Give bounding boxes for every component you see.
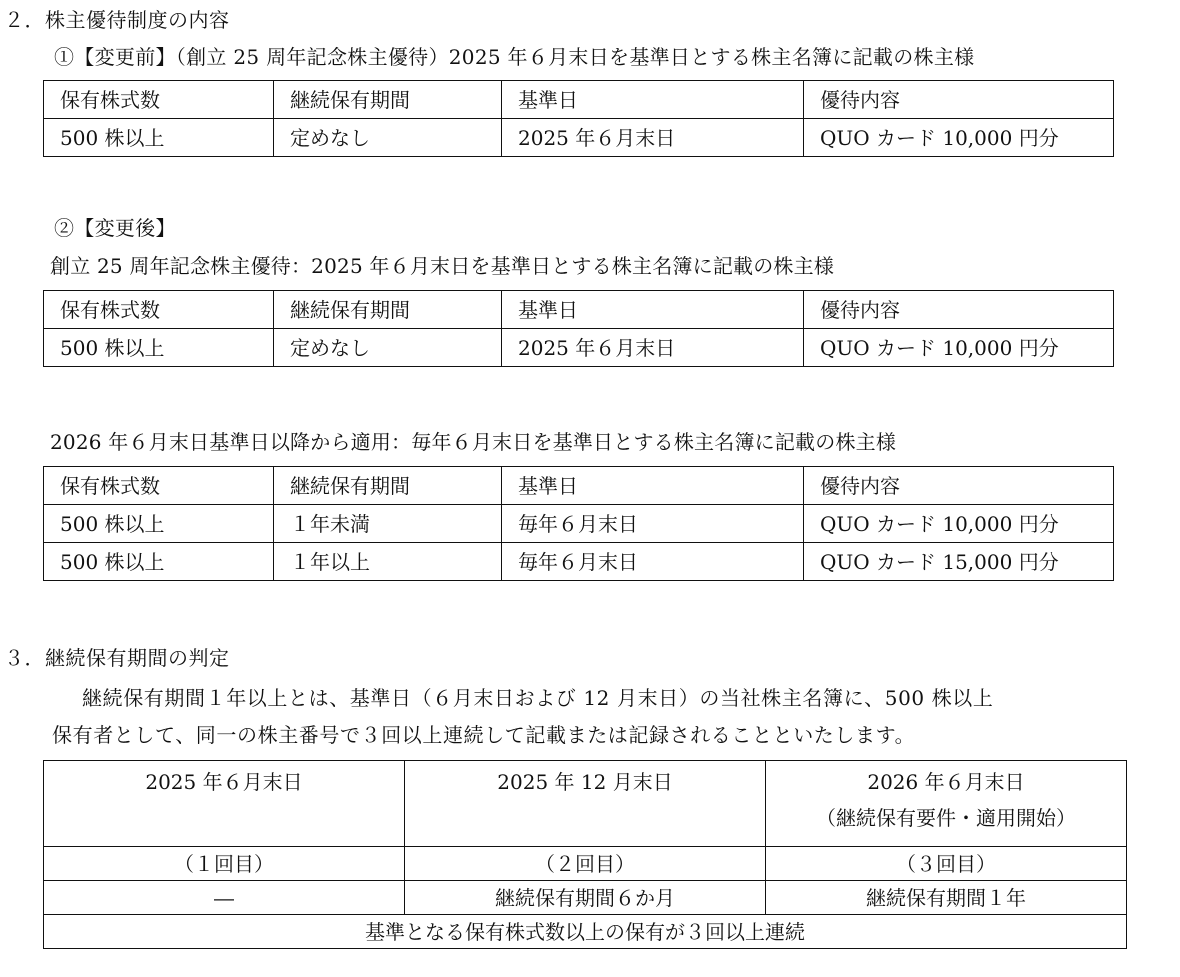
after-change-heading: ②【変更後】	[54, 216, 176, 240]
table-cell: 毎年６月末日	[502, 543, 804, 581]
table-row	[44, 119, 1114, 157]
table-cell: 毎年６月末日	[502, 505, 804, 543]
table-cell: 500 株以上	[44, 329, 274, 367]
anniversary-caption: 創立 25 周年記念株主優待：2025 年６月末日を基準日とする株主名簿に記載の株主様	[50, 254, 835, 278]
timeline-count-cell: （２回目）	[405, 847, 766, 881]
table-cell: 500 株以上	[44, 505, 274, 543]
table-cell: 2025 年６月末日	[502, 119, 804, 157]
judgement-paragraph-line-1: 継続保有期間１年以上とは、基準日（６月末日および 12 月末日）の当社株主名簿に、500 株以上	[82, 686, 994, 710]
timeline-date-row	[44, 761, 1127, 847]
table-cell: 定めなし	[274, 119, 502, 157]
table-cell: 500 株以上	[44, 119, 274, 157]
header-cell: 保有株式数	[44, 81, 274, 119]
timeline-date-cell	[44, 761, 405, 847]
before-change-heading: ①【変更前】（創立 25 周年記念株主優待）2025 年６月末日を基準日とする株主名簿に記載の株主様	[54, 45, 975, 69]
section-3-heading: ３．継続保有期間の判定	[4, 646, 230, 670]
timeline-date: 2026 年６月末日	[867, 770, 1025, 794]
table-cell: １年未満	[274, 505, 502, 543]
timeline-date: 2025 年 12 月末日	[497, 770, 673, 794]
table-cell: QUO カード 15,000 円分	[804, 543, 1114, 581]
table-cell: 500 株以上	[44, 543, 274, 581]
table-cell: QUO カード 10,000 円分	[804, 329, 1114, 367]
table-row	[44, 543, 1114, 581]
timeline-period-cell: ―	[44, 881, 405, 915]
section-2-heading: ２．株主優待制度の内容	[4, 8, 230, 32]
timeline-date-cell	[405, 761, 766, 847]
header-cell: 優待内容	[804, 291, 1114, 329]
header-cell: 継続保有期間	[274, 467, 502, 505]
table-cell: 定めなし	[274, 329, 502, 367]
table-cell: QUO カード 10,000 円分	[804, 119, 1114, 157]
from-2026-caption: 2026 年６月末日基準日以降から適用：毎年６月末日を基準日とする株主名簿に記載の株主様	[50, 430, 897, 454]
timeline-count-row	[44, 847, 1127, 881]
timeline-summary-cell: 基準となる保有株式数以上の保有が３回以上連続	[44, 915, 1127, 949]
from-2026-table	[43, 466, 1114, 581]
table-row	[44, 505, 1114, 543]
table-cell: 2025 年６月末日	[502, 329, 804, 367]
timeline-period-row	[44, 881, 1127, 915]
timeline-date-note: （継続保有要件・適用開始）	[816, 806, 1076, 830]
table-row	[44, 329, 1114, 367]
judgement-paragraph-line-2: 保有者として、同一の株主番号で３回以上連続して記載または記録されることといたします。	[52, 723, 916, 747]
before-change-table	[43, 80, 1114, 157]
timeline-summary-row	[44, 915, 1127, 949]
header-cell: 基準日	[502, 81, 804, 119]
header-cell: 保有株式数	[44, 467, 274, 505]
timeline-count-cell: （１回目）	[44, 847, 405, 881]
table-cell: １年以上	[274, 543, 502, 581]
header-cell: 基準日	[502, 291, 804, 329]
table-cell: QUO カード 10,000 円分	[804, 505, 1114, 543]
header-cell: 基準日	[502, 467, 804, 505]
header-cell: 優待内容	[804, 81, 1114, 119]
anniversary-table	[43, 290, 1114, 367]
header-cell: 継続保有期間	[274, 81, 502, 119]
timeline-date: 2025 年６月末日	[145, 770, 303, 794]
timeline-period-cell: 継続保有期間６か月	[405, 881, 766, 915]
header-cell: 保有株式数	[44, 291, 274, 329]
header-cell: 継続保有期間	[274, 291, 502, 329]
header-cell: 優待内容	[804, 467, 1114, 505]
timeline-period-cell: 継続保有期間１年	[766, 881, 1127, 915]
table-header-row	[44, 467, 1114, 505]
table-header-row	[44, 81, 1114, 119]
table-header-row	[44, 291, 1114, 329]
timeline-count-cell: （３回目）	[766, 847, 1127, 881]
timeline-date-cell	[766, 761, 1127, 847]
holding-period-timeline-table	[43, 760, 1127, 949]
